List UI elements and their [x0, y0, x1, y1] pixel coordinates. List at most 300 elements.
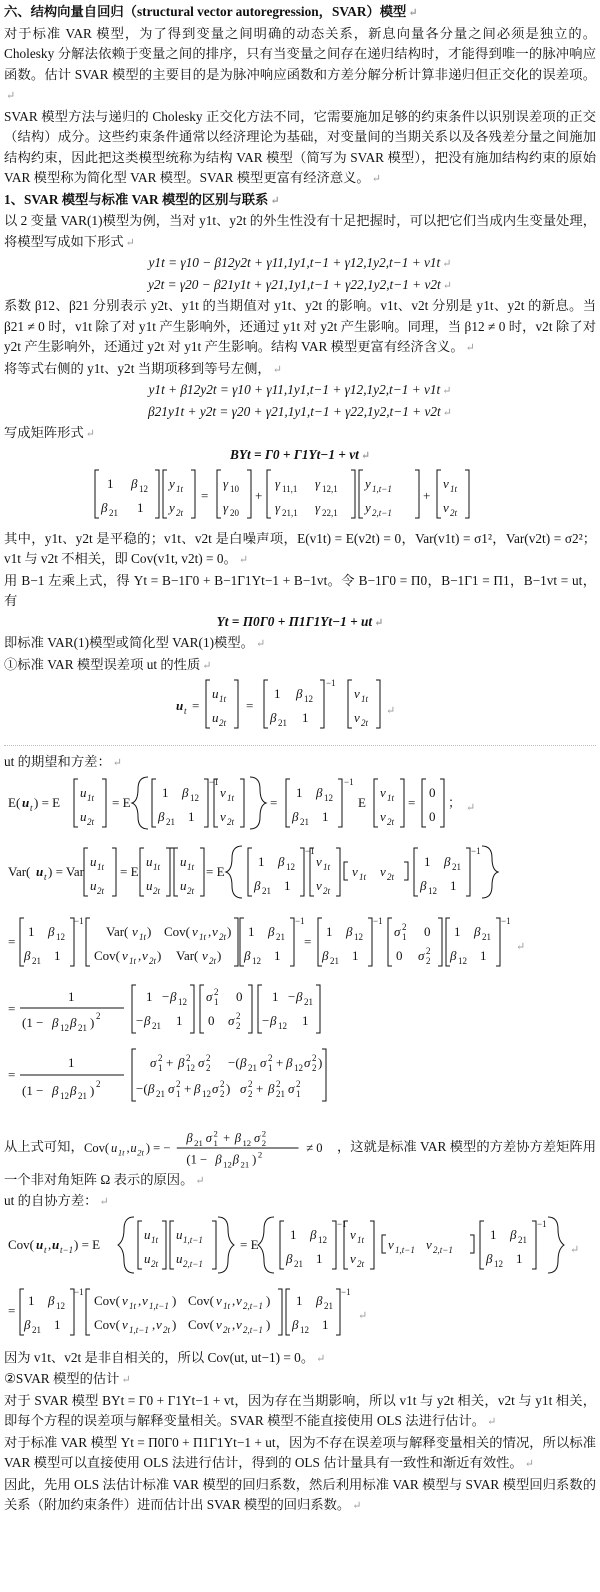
svg-text:v: v: [220, 809, 226, 824]
equation-autocov-2: [4, 1283, 596, 1348]
svg-text:u: u: [130, 1140, 137, 1155]
svg-text:1t: 1t: [199, 932, 207, 942]
svg-text:+: +: [184, 1081, 192, 1096]
svg-text:β: β: [70, 1083, 77, 1098]
equation-expectation-svg: [4, 773, 564, 833]
svg-text:12: 12: [286, 861, 295, 872]
equation-matrix-svar: BYt = Γ0 + Γ1Yt−1 + vt ↵: [229, 446, 371, 462]
svg-text:β: β: [278, 853, 285, 869]
svg-text:12: 12: [294, 1063, 303, 1073]
svg-text:1: 1: [296, 1089, 301, 1099]
section-title: 六、结构向量自回归（structural vector autoregression，SVAR）模型 ↵: [4, 4, 418, 19]
svg-text:↵: ↵: [570, 1243, 580, 1256]
svg-text:β: β: [286, 1250, 293, 1266]
svg-text:β: β: [244, 948, 251, 963]
svg-text:21: 21: [482, 932, 491, 942]
svg-text:v: v: [426, 1236, 432, 1252]
svg-text:21: 21: [278, 718, 287, 728]
svg-text:y: y: [169, 476, 175, 491]
svg-text:2: 2: [248, 1089, 253, 1099]
svg-text:u: u: [90, 877, 97, 893]
svg-text:u: u: [212, 686, 219, 701]
equation-variance-1-svg: [4, 840, 594, 906]
svg-text:σ: σ: [212, 1081, 219, 1096]
matrix-ut-definition: [4, 676, 596, 741]
svg-text:u: u: [80, 809, 87, 824]
svg-text:21: 21: [262, 885, 271, 896]
svg-text:−1: −1: [337, 1218, 347, 1229]
svg-text:=: =: [246, 698, 254, 713]
svg-text:v: v: [212, 924, 218, 939]
svg-text:γ: γ: [315, 476, 321, 491]
svg-text:y: y: [169, 500, 175, 515]
svg-text:t: t: [44, 1244, 47, 1255]
svg-text:γ: γ: [275, 476, 281, 491]
svg-text:2t: 2t: [187, 885, 195, 896]
equation-variance-4-svg: [4, 1043, 594, 1107]
svg-text:12: 12: [190, 793, 199, 803]
svg-text:−: −: [262, 1012, 270, 1028]
svg-text:v: v: [388, 1236, 394, 1252]
svg-text:1t: 1t: [219, 694, 227, 704]
svg-text:v: v: [350, 1226, 356, 1242]
svg-text:v: v: [316, 877, 322, 893]
svg-text:2t: 2t: [219, 932, 227, 942]
svg-text:21: 21: [166, 817, 175, 827]
svg-text:u: u: [110, 1140, 118, 1155]
svg-text:=: =: [8, 1303, 16, 1318]
svg-text:2,t−1: 2,t−1: [183, 1258, 203, 1269]
document-page: [4, 0, 596, 1517]
svg-text:,: ,: [152, 1317, 156, 1332]
svg-text:u: u: [52, 1236, 60, 1252]
svg-text:1: 1: [326, 924, 333, 939]
svg-text:γ: γ: [275, 500, 281, 515]
svg-text:2t: 2t: [387, 817, 395, 827]
svg-text:12: 12: [324, 793, 333, 803]
svg-text:u: u: [176, 698, 184, 713]
svg-text:2,t−1: 2,t−1: [372, 508, 392, 518]
svg-text:21: 21: [518, 1234, 527, 1245]
svg-text:Var(: Var(: [176, 948, 199, 963]
svg-text:2: 2: [236, 1010, 241, 1021]
svg-text:1: 1: [402, 932, 407, 942]
svg-text:β: β: [144, 1012, 151, 1028]
svg-text:v: v: [354, 710, 360, 725]
svg-text:1: 1: [248, 924, 255, 939]
svg-text:v: v: [202, 948, 208, 963]
svg-text:↵: ↵: [466, 802, 476, 814]
svg-text:21: 21: [109, 508, 118, 518]
svg-text:σ: σ: [240, 1081, 247, 1096]
svg-text:1: 1: [54, 1317, 61, 1332]
svg-text:0: 0: [429, 809, 436, 824]
svg-text:v: v: [443, 476, 449, 491]
svg-text:v: v: [380, 809, 386, 824]
svg-text:−1: −1: [209, 777, 219, 787]
svg-text:1: 1: [137, 500, 144, 515]
svg-text:β: β: [510, 1226, 517, 1242]
svg-text:u: u: [80, 785, 87, 800]
svg-text:0: 0: [236, 988, 243, 1004]
svg-text:1t: 1t: [129, 956, 137, 966]
svg-text:2: 2: [186, 1053, 191, 1063]
svg-text:,: ,: [138, 1293, 142, 1308]
svg-text:): ): [227, 924, 232, 939]
svg-text:β: β: [186, 1130, 193, 1145]
svg-text:−: −: [136, 1012, 144, 1028]
svg-text:2,t−1: 2,t−1: [243, 1325, 263, 1335]
svg-text:1t: 1t: [187, 861, 195, 872]
svg-text:1,t−1: 1,t−1: [149, 1301, 169, 1311]
svg-text:2t: 2t: [361, 718, 369, 728]
svg-text:β: β: [182, 785, 189, 800]
paragraph-covariance-conclusion: 从上式可知， Cov( u 1t , u 2t ) = − β 21 σ 2 1 + β 12 σ 2 2 (1 − β 12 β 21 ) 2 ≠ 0 ，这就是标准 VAR 模型的方差协方差矩阵用: [4, 1126, 596, 1170]
svg-text:2: 2: [402, 922, 407, 932]
svg-text:): ): [318, 1055, 323, 1070]
svg-text:β: β: [444, 853, 451, 869]
svg-text:1: 1: [290, 1226, 297, 1242]
svg-text:u: u: [180, 853, 187, 869]
svg-text:−1: −1: [305, 845, 315, 856]
svg-text:2: 2: [96, 1079, 101, 1089]
svg-text:σ: σ: [418, 948, 425, 963]
svg-text:= E: = E: [112, 795, 131, 810]
svg-text:σ: σ: [260, 1055, 267, 1070]
svg-text:1: 1: [316, 1250, 323, 1266]
svg-text:Cov(: Cov(: [83, 1140, 109, 1155]
svg-text:2: 2: [312, 1053, 317, 1063]
svg-text:v: v: [142, 948, 148, 963]
svg-text:β: β: [148, 1081, 155, 1096]
svg-text:10: 10: [230, 484, 239, 494]
svg-text:σ: σ: [394, 924, 401, 939]
svg-text:): ): [157, 948, 162, 963]
svg-text:β: β: [131, 476, 138, 491]
svg-text:u: u: [212, 710, 219, 725]
paragraph-var-example: 以 2 变量 VAR(1)模型为例，当对 y1t、y2t 的外生性没有十足把握时，可以把它们当成内生变量处理，将模型写成如下形式 ↵: [4, 213, 596, 249]
svg-text:22,1: 22,1: [322, 508, 338, 518]
svg-text:σ: σ: [253, 1130, 261, 1145]
svg-text:1: 1: [107, 476, 114, 491]
svg-text:β: β: [296, 686, 303, 701]
svg-text:Cov(: Cov(: [164, 924, 190, 939]
svg-text:1: 1: [274, 686, 281, 701]
svg-text:1: 1: [450, 877, 457, 893]
svg-text:21: 21: [324, 1301, 333, 1311]
equation-variance-2-svg: [4, 912, 594, 972]
svg-text:β: β: [232, 1151, 239, 1166]
paragraph-coefficients: 系数 β12、β21 分别表示 y2t、y1t 的当期值对 y1t、y2t 的影响。v1t、v2t 分别是 y1t、y2t 的新息。当 β21 ≠ 0 时，v1t 除了对 y1t 产生影响外，还通过 y1t 对 y2t 产生影响。同理，当 β12 ≠ 0 时，v2t 除了对 y2t 产生影响外，还通过 y2t 对 y1t 产生影响。结构 VAR 模型更富有经济含义。 ↵: [4, 298, 596, 354]
svg-text:2: 2: [426, 956, 431, 966]
svg-text:,: ,: [232, 1317, 236, 1332]
svg-text:1t: 1t: [151, 1234, 159, 1245]
paragraph-reduced-form: 即标准 VAR(1)模型或简化型 VAR(1)模型。 ↵: [4, 635, 266, 650]
svg-text:1: 1: [424, 853, 431, 869]
svg-text:β: β: [268, 1081, 275, 1096]
svg-text:11,1: 11,1: [282, 484, 298, 494]
svg-text:+: +: [222, 1130, 230, 1145]
svg-text:↵: ↵: [386, 705, 396, 717]
svg-text:β: β: [70, 1014, 77, 1030]
svg-text:0: 0: [208, 1012, 215, 1028]
subsection-1-title: 1、SVAR 模型与标准 VAR 模型的区别与联系 ↵: [4, 191, 280, 207]
svg-text:21: 21: [276, 1089, 285, 1099]
matrix-ut-definition-svg: [170, 676, 430, 734]
svg-text:1: 1: [296, 1293, 303, 1308]
svg-text:σ: σ: [205, 1130, 212, 1145]
paragraph-error-properties: ①标准 VAR 模型误差项 ut 的性质 ↵: [4, 656, 212, 672]
svg-text:σ: σ: [168, 1081, 175, 1096]
svg-text:21: 21: [330, 956, 339, 966]
svg-text:,: ,: [138, 948, 142, 963]
svg-text:1t: 1t: [387, 793, 395, 803]
svg-text:) = Var: ) = Var: [48, 863, 84, 879]
svg-text:β: β: [292, 1317, 299, 1332]
svg-text:,: ,: [208, 924, 212, 939]
svg-text:y: y: [365, 500, 371, 515]
svg-text:): ): [226, 1081, 231, 1096]
svg-text:Var(: Var(: [106, 924, 129, 939]
svg-text:v: v: [236, 1317, 242, 1332]
svg-text:1,t−1: 1,t−1: [129, 1325, 149, 1335]
svg-text:v: v: [132, 924, 138, 939]
svg-text:v: v: [380, 785, 386, 800]
svg-text:2: 2: [248, 1079, 253, 1089]
svg-text:β: β: [316, 785, 323, 800]
equation-reduced-var: Yt = Π0Γ0 + Π1Γ1Yt−1 + ut ↵: [216, 613, 384, 629]
svg-text:+: +: [423, 488, 431, 503]
svg-text:1: 1: [322, 1317, 329, 1332]
svg-text:1,t−1: 1,t−1: [372, 484, 392, 494]
svg-text:12,1: 12,1: [322, 484, 338, 494]
svg-text:1t: 1t: [223, 1301, 231, 1311]
svg-text:2t: 2t: [323, 885, 331, 896]
matrix-equation-expanded-svg: [85, 466, 515, 522]
svg-text:β: β: [292, 809, 299, 824]
svg-text:β: β: [194, 1081, 201, 1096]
svg-text:1t: 1t: [97, 861, 105, 872]
svg-text:β: β: [158, 809, 165, 824]
svg-text:u: u: [146, 877, 153, 893]
svg-text:v: v: [220, 785, 226, 800]
svg-text:β: β: [240, 1055, 247, 1070]
svg-text:Cov(: Cov(: [94, 1317, 120, 1332]
svg-text:21: 21: [304, 996, 313, 1007]
svg-text:u: u: [144, 1226, 151, 1242]
paragraph-omega-reason: 一个非对角矩阵 Ω 表示的原因。 ↵: [4, 1171, 205, 1187]
svg-text:1t: 1t: [359, 871, 367, 882]
covariance-formula-svg: [84, 1126, 337, 1170]
svg-text:1: 1: [302, 710, 309, 725]
paragraph-mark: ↵: [408, 7, 418, 19]
svg-text:β: β: [24, 948, 31, 963]
svg-text:v: v: [316, 853, 322, 869]
svg-text:u: u: [22, 795, 30, 810]
svg-text:E(: E(: [8, 795, 21, 810]
svg-text:+: +: [166, 1055, 174, 1070]
svg-text:2t: 2t: [151, 1258, 159, 1269]
svg-text:2t: 2t: [357, 1258, 365, 1269]
svg-text:12: 12: [222, 1158, 232, 1169]
svg-text:1: 1: [296, 785, 303, 800]
svg-text:12: 12: [458, 956, 467, 966]
svg-text:) = E: ) = E: [74, 1236, 101, 1252]
svg-text:−(: −(: [136, 1081, 148, 1096]
svg-text:1t: 1t: [227, 793, 235, 803]
equation-autocov-1-svg: [4, 1213, 594, 1277]
svg-text:−1: −1: [74, 1287, 84, 1297]
paragraph-assumptions: 其中，y1t、y2t 是平稳的；v1t、v2t 是白噪声项，E(v1t) = E(v2t) = 0，Var(v1t) = σ1²，Var(v2t) = σ2²；v1t 与 v2t 不相关，即 Cov(v1t, v2t) = 0。 ↵: [4, 530, 596, 566]
svg-text:β: β: [48, 924, 55, 939]
svg-text:21: 21: [248, 1063, 257, 1073]
svg-text:2: 2: [276, 1079, 281, 1089]
svg-text:2t: 2t: [153, 885, 161, 896]
paragraph-svar-estimation: ②SVAR 模型的估计 ↵: [4, 1371, 131, 1386]
svg-text:21: 21: [152, 1020, 161, 1031]
svg-text:Cov(: Cov(: [188, 1293, 214, 1308]
svg-text:1: 1: [176, 1012, 183, 1028]
svg-text:v: v: [443, 500, 449, 515]
svg-text:v: v: [354, 686, 360, 701]
svg-text:β: β: [270, 1012, 277, 1028]
svg-text:β: β: [24, 1317, 31, 1332]
svg-text:≠ 0: ≠ 0: [306, 1140, 323, 1155]
svg-text:2t: 2t: [227, 817, 235, 827]
svg-text:) = −: ) = −: [145, 1140, 171, 1155]
svg-text:=: =: [8, 1067, 16, 1082]
svg-text:γ: γ: [223, 500, 229, 515]
svg-text:t: t: [184, 706, 187, 716]
svg-text:2,t−1: 2,t−1: [433, 1244, 453, 1255]
paragraph-autocovariance: ut 的自协方差： ↵: [4, 1193, 109, 1208]
equation-autocov-2-svg: [4, 1283, 594, 1341]
paragraph-var-ols: 对于标准 VAR 模型 Yt = Π0Γ0 + Π1Γ1Yt−1 + ut，因为不存在误差项与解释变量相关的情况，所以标准 VAR 模型可以直接使用 OLS 法进行估计，得到的 OLS 估计量具有一致性和渐近有效性。 ↵: [4, 1434, 596, 1470]
svg-text:v: v: [350, 1250, 356, 1266]
svg-text:(1 −: (1 −: [22, 1083, 44, 1098]
svg-text:,: ,: [126, 1140, 130, 1155]
svg-text:=: =: [408, 795, 416, 810]
svg-text:1: 1: [274, 948, 281, 963]
svg-text:2: 2: [158, 1053, 163, 1063]
paragraph-move-terms: 将等式右侧的 y1t、y2t 当期项移到等号左侧， ↵: [4, 360, 282, 376]
svg-text:21: 21: [193, 1137, 203, 1148]
svg-text:12: 12: [56, 932, 65, 942]
svg-text:−1: −1: [344, 777, 354, 787]
svg-text:1: 1: [176, 1089, 181, 1099]
svg-text:β: β: [268, 924, 275, 939]
svg-text:β: β: [215, 1151, 222, 1166]
svg-text:β: β: [316, 1293, 323, 1308]
svg-text:1: 1: [68, 988, 75, 1004]
svg-text:=: =: [192, 698, 200, 713]
svg-text:；: ；: [448, 795, 462, 810]
svg-text:v: v: [352, 863, 358, 879]
svg-text:1: 1: [322, 809, 329, 824]
svg-text:β: β: [420, 877, 427, 893]
equation-rearranged-1: y1t + β12y2t = γ10 + γ11,1y1,t−1 + γ12,1y2,t−1 + v1t ↵: [148, 382, 452, 397]
svg-text:2: 2: [206, 1063, 211, 1073]
svg-text:) = E: ) = E: [34, 795, 61, 810]
svg-text:12: 12: [304, 694, 313, 704]
svg-text:12: 12: [178, 996, 187, 1007]
svg-text:+: +: [256, 1081, 264, 1096]
svg-text:v: v: [122, 1293, 128, 1308]
svg-text:1: 1: [258, 853, 265, 869]
svg-text:β: β: [450, 948, 457, 963]
svg-text:Var(: Var(: [8, 863, 31, 879]
svg-text:,: ,: [232, 1293, 236, 1308]
svg-text:1: 1: [284, 877, 291, 893]
svg-text:= E: = E: [120, 863, 139, 879]
svg-text:2: 2: [220, 1089, 225, 1099]
svg-text:21: 21: [78, 1022, 87, 1033]
svg-text:1: 1: [214, 996, 219, 1007]
page-break-rule: [4, 745, 596, 746]
svg-text:1: 1: [480, 948, 487, 963]
svg-text:y: y: [365, 476, 371, 491]
svg-text:1t: 1t: [357, 1234, 365, 1245]
svg-text:β: β: [52, 1014, 59, 1030]
svg-text:12: 12: [278, 1020, 287, 1031]
matrix-equation-expanded: [4, 466, 596, 529]
svg-text:1: 1: [188, 809, 195, 824]
svg-text:21: 21: [156, 1089, 165, 1099]
svg-text:12: 12: [60, 1091, 69, 1101]
svg-text:2t: 2t: [136, 1147, 144, 1158]
svg-text:): ): [90, 1083, 95, 1098]
svg-text:1t: 1t: [117, 1147, 125, 1158]
svg-text:σ: σ: [304, 1055, 311, 1070]
svg-text:u: u: [176, 1250, 183, 1266]
svg-text:2: 2: [296, 1079, 301, 1089]
svg-text:2: 2: [206, 1053, 211, 1063]
svg-text:1: 1: [272, 988, 279, 1004]
paragraph-matrix-form: 写成矩阵形式 ↵: [4, 425, 95, 440]
svg-text:= E: = E: [240, 1236, 259, 1252]
svg-text:1: 1: [268, 1063, 273, 1073]
svg-text:12: 12: [60, 1022, 69, 1033]
svg-text:2t: 2t: [163, 1325, 171, 1335]
svg-text:u: u: [180, 877, 187, 893]
svg-text:2: 2: [236, 1020, 241, 1031]
svg-text:2t: 2t: [223, 1325, 231, 1335]
svg-text:−1: −1: [537, 1218, 547, 1229]
svg-text:): ): [266, 1293, 271, 1308]
svg-text:1: 1: [54, 948, 61, 963]
svg-text:1,t−1: 1,t−1: [395, 1244, 415, 1255]
svg-text:−: −: [288, 988, 296, 1004]
svg-text:u: u: [176, 1226, 183, 1242]
svg-text:2: 2: [261, 1137, 266, 1148]
svg-text:2: 2: [268, 1053, 273, 1063]
equation-structural-2: y2t = γ20 − β21y1t + γ21,1y1,t−1 + γ22,1y2,t−1 + v2t ↵: [148, 276, 452, 292]
svg-text:σ: σ: [228, 1012, 235, 1028]
equation-variance-1: [4, 840, 596, 913]
svg-text:β: β: [310, 1226, 317, 1242]
svg-text:2t: 2t: [149, 956, 157, 966]
svg-text:0: 0: [429, 785, 436, 800]
svg-text:σ: σ: [288, 1081, 295, 1096]
svg-text:2: 2: [261, 1127, 266, 1138]
svg-text:t−1: t−1: [60, 1244, 74, 1255]
intro-paragraph-2: SVAR 模型方法与递归的 Cholesky 正交化方法不同，它需要施加足够的约束条件以识别误差项的正交（结构）成分。这些约束条件通常以经济理论为基础，对变量间的当期关系以及各残差分量之间施加结构约束，因此把这类模型统称为结构 VAR 模型（简写为 SVAR 模型），把没有施加结构约束的原始 VAR 模型称为简化型 VAR 模型。SVAR 模型更富有经济意义。 ↵: [4, 108, 596, 185]
svg-text:2t: 2t: [97, 885, 105, 896]
svg-text:1t: 1t: [87, 793, 95, 803]
svg-text:2t: 2t: [219, 718, 227, 728]
svg-text:u: u: [144, 1250, 151, 1266]
svg-text:0: 0: [424, 924, 431, 939]
